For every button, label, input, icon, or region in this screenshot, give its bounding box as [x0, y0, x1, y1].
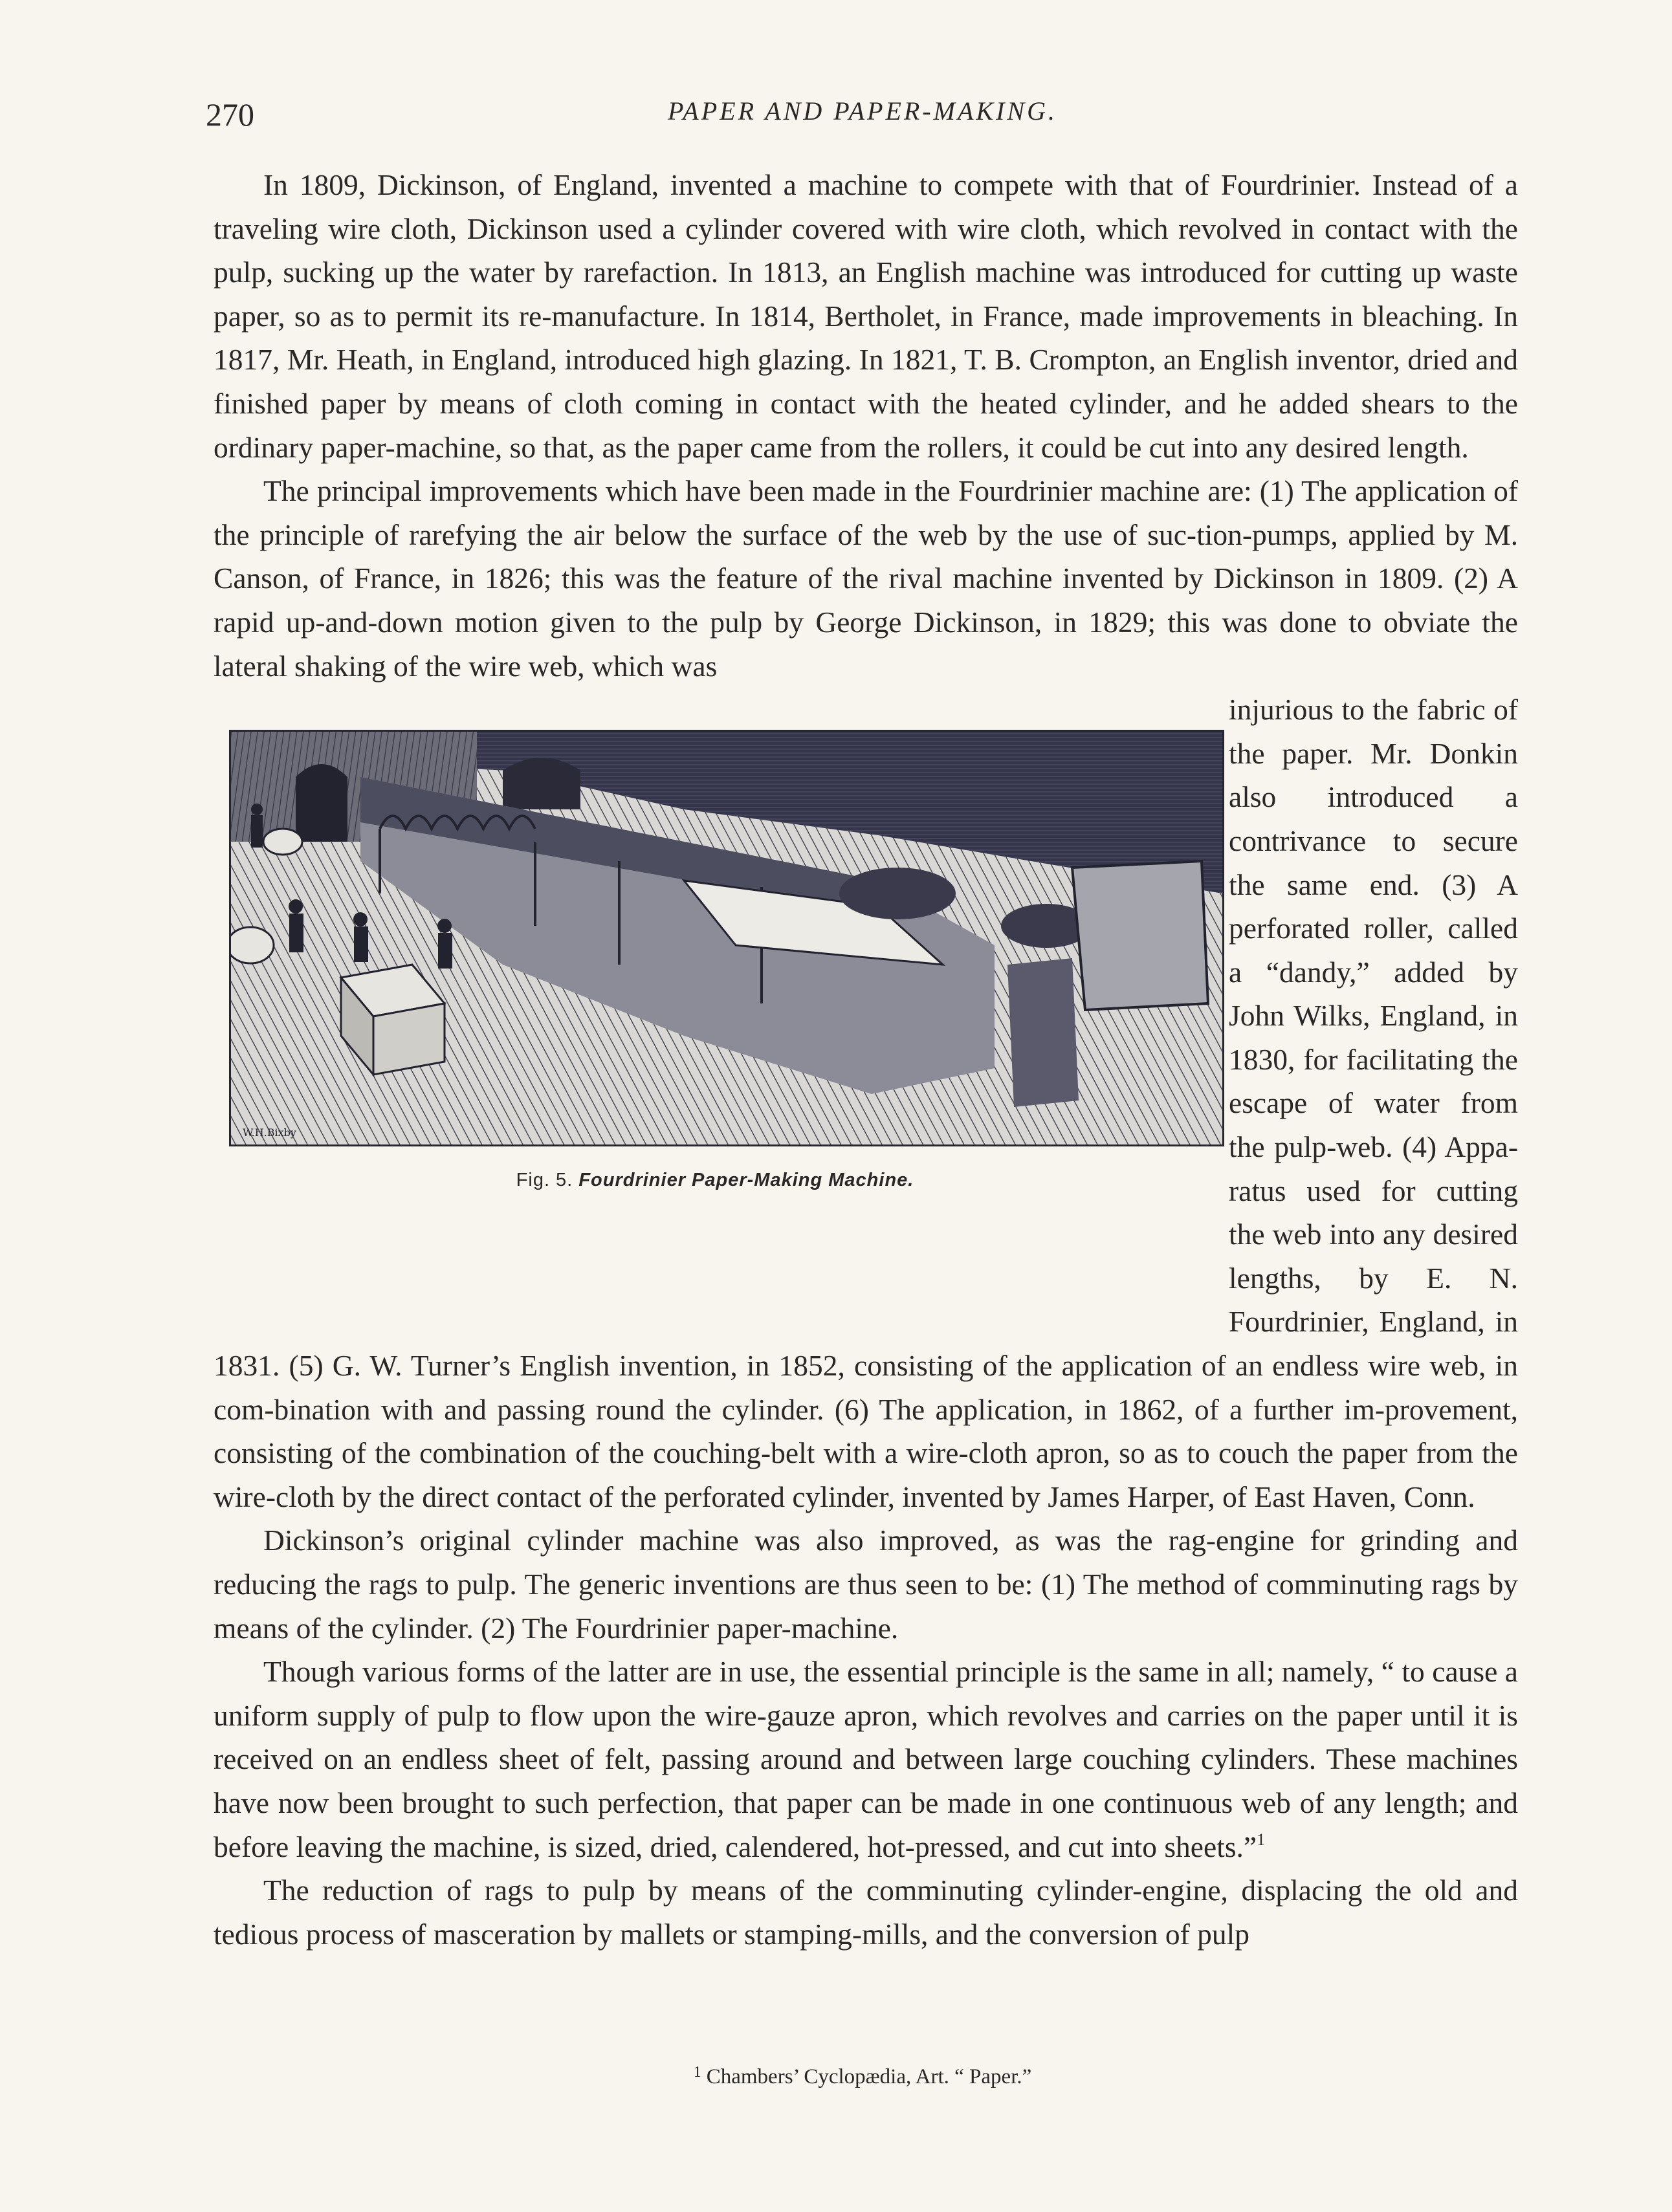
paper-machine-engraving [229, 730, 1224, 1146]
paragraph: injurious to the fabric of the paper. Mr. Donkin also introduced a contrivance to secure the same end. (3) A perforated roller, called a “dandy,” added by John Wilks, England, in 1830, for facilitating the escape of water from the pulp-web. (4) Appa-ratus used for cutting the web into any desired lengths, by E. N. Fourdrinier, England, in 1831. (5) G. W. Turner’s English invention, in 1852, consisting of the application of an endless wire web, in com-bination with and passing round the cylinder. (6) The application, in 1862, of a further im-provement, consisting of the combination of the couching-belt with a wire-cloth apron, so as to couch the paper from the wire-cloth by the direct contact of the perforated cylinder, invented by James Harper, of East Haven, Conn. [214, 693, 1518, 1513]
figure-caption [213, 1167, 1217, 1193]
footnote-text: Chambers’ Cyclopædia, Art. “ Paper.” [706, 2065, 1032, 2088]
page-number: 270 [206, 96, 254, 133]
paragraph: The reduction of rags to pulp by means of the comminuting cylinder-engine, displacing the old and tedious process of masceration by mallets or stamping-mills, and the conversion of pulp [214, 1874, 1518, 1951]
figure-title: Fourdrinier Paper-Making Machine. [578, 1170, 914, 1191]
body-text [214, 163, 1518, 1956]
paragraph: In 1809, Dickinson, of England, invented a machine to compete with that of Fourdrinier. Instead of a traveling wire cloth, Dickinson used a cylinder covered with wire cloth, which revolved in contact with the pulp, sucking up the water by rarefaction. In 1813, an English machine was introduced for cutting up waste paper, so as to permit its re-manufacture. In 1814, Bertholet, in France, made improvements in bleaching. In 1817, Mr. Heath, in England, introduced high glazing. In 1821, T. B. Crompton, an English inventor, dried and finished paper by means of cloth coming in contact with the heated cylinder, and he added shears to the ordinary paper-machine, so that, as the paper came from the rollers, it could be cut into any desired length. [214, 168, 1518, 464]
paragraph [214, 1650, 1518, 1868]
running-head: PAPER AND PAPER-MAKING. [668, 96, 1057, 126]
engraver-signature: W.H.Bixby [243, 1126, 296, 1139]
footnote-reference: 1 [1257, 1830, 1266, 1849]
figure [213, 646, 1217, 1324]
figure-label: Fig. 5. [516, 1170, 573, 1191]
footnote [206, 2058, 1519, 2091]
footnote-number: 1 [693, 2064, 701, 2081]
paragraph-text: Though various forms of the latter are in use, the essential principle is the same in all; namely, “ to cause a uniform supply of pulp to flow upon the wire-gauze apron, which revolves and carries on the paper until it is received on an endless sheet of felt, passing around and between large couching cylinders. These machines have now been brought to such perfection, that paper can be made in one continuous web of any length; and before leaving the machine, is sized, dried, calendered, hot-pressed, and cut into sheets.” [214, 1655, 1518, 1863]
paragraph: Dickinson’s original cylinder machine was also improved, as was the rag-engine for grinding and reducing the rags to pulp. The generic inventions are thus seen to be: (1) The method of comminuting rags by means of the cylinder. (2) The Fourdrinier paper-machine. [214, 1524, 1518, 1645]
paragraph: The principal improvements which have been made in the Fourdrinier machine are: (1) The application of the principle of rarefying the air below the surface of the web by the use of suc-tion-pumps, applied by M. Canson, of France, in 1826; this was the feature of the rival machine invented by Dickinson in 1809. (2) A rapid up-and-down motion given to the pulp by George Dickinson, in 1829; this was done to obviate the lateral shaking of the wire web, which was [214, 474, 1518, 683]
page-header [206, 96, 1519, 141]
